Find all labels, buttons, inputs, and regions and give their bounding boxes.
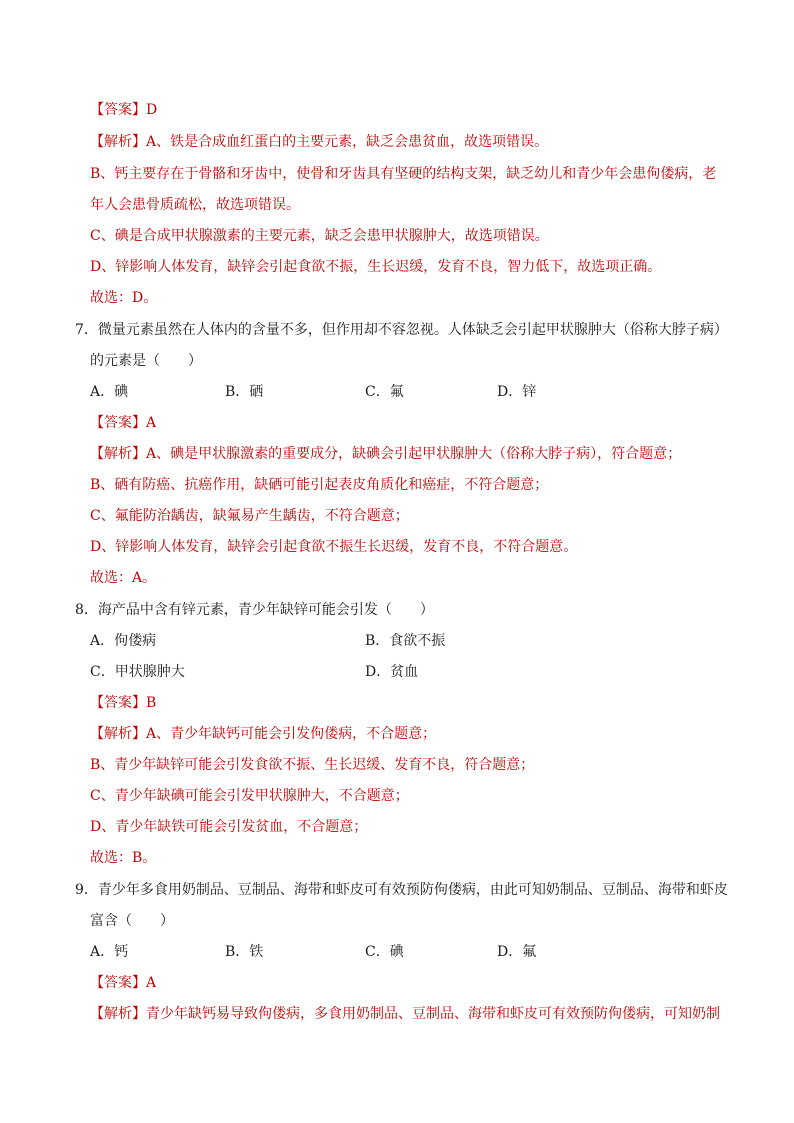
answer-tag: 【答案】 [90, 102, 146, 118]
question-stem: 富含（ ） [90, 913, 174, 929]
option-b: B．硒 [225, 384, 264, 400]
analysis-line: C、碘是合成甲状腺激素的主要元素，缺乏会患甲状腺肿大，故选项错误。 [90, 228, 549, 244]
analysis-tag: 【解析】 [90, 1006, 146, 1022]
analysis-line [90, 1004, 720, 1024]
answer-value: A [146, 415, 157, 431]
option-a: A．碘 [90, 384, 129, 400]
option-c: C．碘 [365, 944, 404, 960]
answer-tag: 【答案】 [90, 415, 146, 431]
answer-tag: 【答案】 [90, 975, 146, 991]
option-a: A．佝偻病 [90, 633, 157, 649]
answer-line [90, 100, 157, 120]
analysis-line [90, 444, 681, 464]
option-d: D．锌 [497, 384, 537, 400]
option-c: C．氟 [365, 384, 404, 400]
question-stem: 的元素是（ ） [90, 353, 202, 369]
answer-value: D [146, 102, 158, 118]
answer-value: B [146, 695, 157, 711]
analysis-text: A、青少年缺钙可能会引发佝偻病，不合题意； [146, 726, 437, 742]
answer-line [90, 973, 156, 993]
analysis-line [90, 724, 436, 744]
option-a: A．钙 [90, 944, 129, 960]
analysis-line: C、氟能防治龋齿，缺氟易产生龋齿，不符合题意； [90, 508, 409, 524]
analysis-line: B、青少年缺锌可能会引发食欲不振、生长迟缓、发育不良，符合题意； [90, 757, 535, 773]
conclusion: 故选：A。 [90, 570, 157, 586]
answer-line [90, 413, 156, 433]
question-stem: 9．青少年多食用奶制品、豆制品、海带和虾皮可有效预防佝偻病，由此可知奶制品、豆制品、海带和虾皮 [75, 882, 728, 898]
analysis-line: B、钙主要存在于骨骼和牙齿中，使骨和牙齿具有坚硬的结构支架，缺乏幼儿和青少年会患佝偻病，老 [90, 166, 717, 182]
option-b: B．铁 [225, 944, 264, 960]
analysis-line: 年人会患骨质疏松，故选项错误。 [90, 197, 300, 213]
analysis-tag: 【解析】 [90, 446, 146, 462]
analysis-line: C、青少年缺碘可能会引发甲状腺肿大，不合题意； [90, 788, 409, 804]
conclusion: 故选：D。 [90, 290, 158, 306]
analysis-text: A、铁是合成血红蛋白的主要元素，缺乏会患贫血，故选项错误。 [146, 134, 549, 150]
answer-value: A [146, 975, 157, 991]
analysis-line: D、青少年缺铁可能会引发贫血，不合题意； [90, 819, 368, 835]
analysis-text: 青少年缺钙易导致佝偻病，多食用奶制品、豆制品、海带和虾皮可有效预防佝偻病，可知奶制 [146, 1006, 720, 1022]
analysis-tag: 【解析】 [90, 726, 146, 742]
analysis-text: A、碘是甲状腺激素的重要成分，缺碘会引起甲状腺肿大（俗称大脖子病），符合题意； [146, 446, 682, 462]
option-b: B．食欲不振 [365, 633, 446, 649]
analysis-line: D、锌影响人体发育，缺锌会引起食欲不振生长迟缓，发育不良，不符合题意。 [90, 539, 578, 555]
question-stem: 8．海产品中含有锌元素，青少年缺锌可能会引发（ ） [75, 602, 434, 618]
analysis-line: B、硒有防癌、抗癌作用，缺硒可能引起表皮角质化和癌症，不符合题意； [90, 477, 549, 493]
analysis-line [90, 132, 548, 152]
answer-tag: 【答案】 [90, 695, 146, 711]
answer-line [90, 693, 156, 713]
option-d: D．氟 [497, 944, 537, 960]
analysis-tag: 【解析】 [90, 134, 146, 150]
conclusion: 故选：B。 [90, 850, 157, 866]
analysis-line: D、锌影响人体发育，缺锌会引起食欲不振，生长迟缓，发育不良，智力低下，故选项正确。 [90, 259, 662, 275]
question-stem: 7．微量元素虽然在人体内的含量不多，但作用却不容忽视。人体缺乏会引起甲状腺肿大（俗称大脖子病） [75, 322, 728, 338]
option-c: C．甲状腺肿大 [90, 664, 185, 680]
option-d: D．贫血 [365, 664, 419, 680]
